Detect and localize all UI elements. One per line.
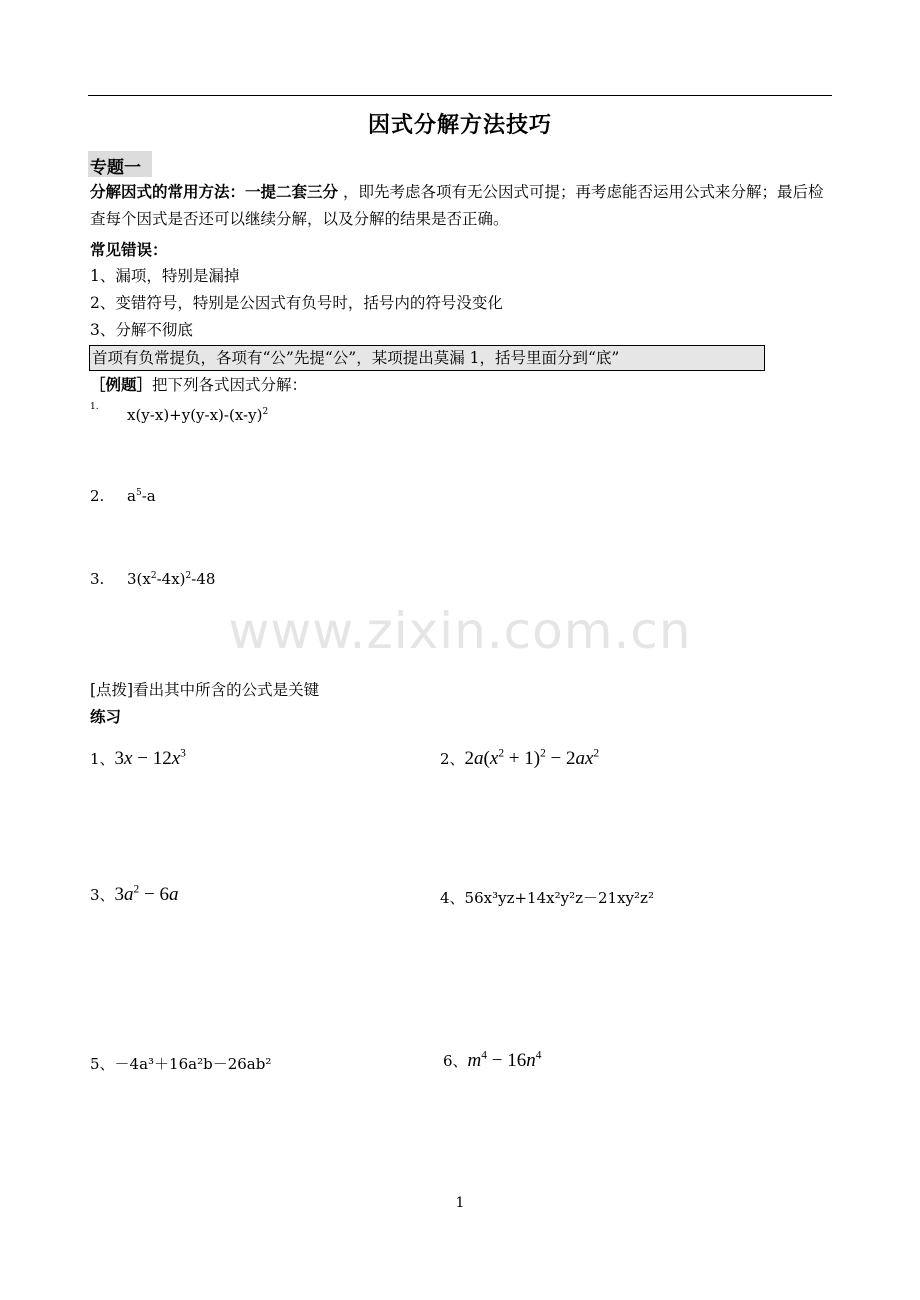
example-2-expression: $a^5-a$ [127,487,156,505]
error-item: 2、变错符号，特别是公因式有负号时，括号内的符号没变化 [90,294,503,312]
example-tag: ［例题］ [90,376,153,394]
page-title: 因式分解方法技巧 [367,113,552,138]
example-3-number: 3. [90,570,105,588]
method-lead: 分解因式的常用方法：一提二套三分 [90,183,339,201]
practice-2: 2、$2a(x^2 + 1)^2 - 2ax^2$ [440,747,600,769]
example-text: 把下列各式因式分解： [152,376,308,394]
page-number: 1 [455,1195,465,1211]
rhyme-box: 首项有负常提负，各项有“公”先提“公”，某项提出莫漏 1，括号里面分到“底” [89,345,765,371]
method-text: ，即先考虑各项有无公因式可提；再考虑能否运用公式来分解；最后检查每个因式是否还可以继续分解，以及分解的结果是否正确。 [90,183,824,228]
header-rule [88,95,832,96]
error-item: 3、分解不彻底 [90,321,193,339]
example-3-expression: $3(x^2-4x)^2-48$ [127,570,216,588]
errors-heading: 常见错误： [90,241,168,259]
example-1-expression: $x(y-x)+y(y-x)-(x-y)^2$ [127,406,269,424]
practice-6: 6、$m^4 - 16n^4$ [443,1049,542,1071]
practice-3: 3、$3a^2 - 6a$ [90,883,179,905]
method-paragraph [90,179,832,233]
section-label: 专题一 [90,158,141,178]
example-2-number: 2. [90,487,105,505]
watermark: www.zixin.com.cn [228,602,692,660]
practice-1: 1、$3x - 12x^3$ [90,747,186,769]
hint-text: [点拨]看出其中所含的公式是关键 [90,681,320,699]
practice-5: 5、－4a³＋16a²b－26ab² [90,1055,272,1073]
example-1-number: 1. [90,402,99,412]
practice-heading: 练习 [90,708,122,726]
practice-4: 4、56x³yz+14x²y²z－21xy²z² [440,889,654,907]
error-item: 1、漏项，特别是漏掉 [90,267,240,285]
example-intro [90,374,307,396]
